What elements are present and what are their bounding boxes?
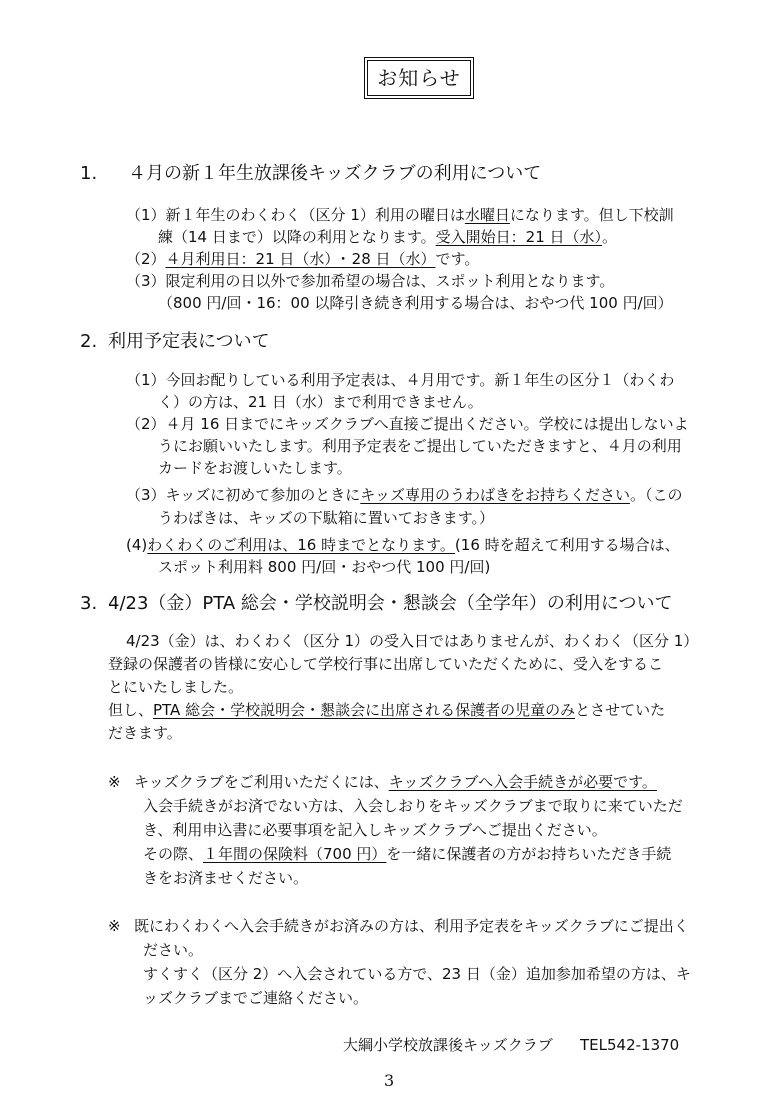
text: (16 時を超えて利用する場合は、 [454,536,680,554]
s2-item-4-line-1 [126,534,680,556]
note-2-line-1: 既にわくわくへ入会手続きがお済みの方は、利用予定表をキッズクラブにご提出く [134,917,689,935]
underlined-text: キッズ専用のうわばきをお持ちください [360,486,630,504]
underlined-text: １年間の保険料（700 円） [203,845,387,863]
s3-paragraph-line-3: とにいたしました。 [108,678,244,696]
text: です。 [435,250,480,268]
underlined-text: キッズクラブへ入会手続きが必要です。 [388,773,657,791]
footer-organization: 大綱小学校放課後キッズクラブ [343,1036,553,1054]
s1-item-2 [126,248,479,270]
text: 練（14 日まで）以降の利用となります。 [158,228,436,246]
text: になります。但し下校訓 [509,206,674,224]
note-1-mark: ※ [108,773,121,791]
s2-item-4-line-2: スポット利用料 800 円/回・おやつ代 100 円/回) [158,558,491,576]
note-1-line-3: き、利用申込書に必要事項を記入しキッズクラブへご提出ください。 [143,821,607,839]
note-1-line-5: きをお済ませください。 [143,869,309,887]
note-1-line-2: 入会手続きがお済でない方は、入会しおりをキッズクラブまで取りに来ていただ [143,797,683,815]
note-1-line-1 [134,771,657,793]
underlined-text: 受入開始日：21 日（水） [435,228,603,246]
underlined-text: わくわくのご利用は、16 時までとなります。 [147,536,455,554]
text: （1）新１年生のわくわく（区分 1）利用の曜日は [126,206,465,224]
underlined-text: PTA 総会・学校説明会・懇談会に出席される保護者の児童のみ [153,701,576,719]
underlined-text: 水曜日 [464,206,510,224]
text: 。 [602,228,618,246]
s3-paragraph-line-5: だきます。 [108,724,182,742]
s3-paragraph-line-1: 4/23（金）は、わくわく（区分 1）の受入日ではありませんが、わくわく（区分 1） [126,632,699,650]
text: （3）キッズに初めて参加のときに [126,486,361,504]
s2-item-3-line-2: うわばきは、キッズの下駄箱に置いておきます。） [158,509,495,527]
text: その際、 [143,845,204,863]
note-2-line-2: ださい。 [143,941,204,959]
s2-item-2-line-3: カードをお渡しいたします。 [158,459,352,477]
s1-item-1-line-1 [126,204,674,226]
text: （2） [126,250,166,268]
text: (4) [126,536,148,554]
note-1-line-4 [143,843,671,865]
s2-item-2-line-1: （2）４月 16 日までにキッズクラブへ直接ご提出ください。学校には提出しないよ [126,415,689,433]
note-2-line-3: すくすく（区分 2）へ入会されている方で、23 日（金）追加参加希望の方は、キ [143,965,691,983]
s2-item-1-line-2: く）の方は、21 日（水）まで利用できません。 [158,393,483,411]
s3-paragraph-line-2: 登録の保護者の皆様に安心して学校行事に出席していただくために、受入をするこ [108,655,664,673]
s2-item-3-line-1 [126,484,682,506]
footer-telephone: TEL542-1370 [580,1036,680,1054]
text: を一緒に保護者の方がお持ちいただき手続 [386,845,672,863]
s2-item-1-line-1: （1）今回お配りしている利用予定表は、４月用です。新１年生の区分１（わくわ [126,371,675,389]
section-3-number: 3. [80,593,98,614]
s1-item-1-line-2 [158,226,617,248]
text: 但し、 [108,701,154,719]
underlined-text: ４月利用日：21 日（水）･ 28 日（水） [165,250,436,268]
note-2-mark: ※ [108,917,121,935]
s3-paragraph-line-4 [108,699,665,721]
s1-item-3-line-2: （800 円/回・16：00 以降引き続き利用する場合は、おやつ代 100 円/回） [158,294,673,312]
note-2-line-4: ッズクラブまでご連絡ください。 [143,989,369,1007]
section-1-number: 1. [80,163,98,184]
section-2-number: 2. [80,331,98,352]
text: とさせていた [575,701,666,719]
text: 。（この [629,486,683,504]
section-3-heading: 4/23（金）PTA 総会・学校説明会・懇談会（全学年）の利用について [108,593,673,614]
page-title: お知らせ [367,60,471,96]
s2-item-2-line-2: うにお願いいたします。利用予定表をご提出していただきますと、４月の利用 [158,437,682,455]
s1-item-3-line-1: （3）限定利用の日以外で参加希望の場合は、スポット利用となります。 [126,272,615,290]
page-number: 3 [384,1071,395,1090]
section-1-heading: ４月の新１年生放課後キッズクラブの利用について [128,163,542,184]
text: キッズクラブをご利用いただくには、 [134,773,389,791]
section-2-heading: 利用予定表について [108,331,270,352]
